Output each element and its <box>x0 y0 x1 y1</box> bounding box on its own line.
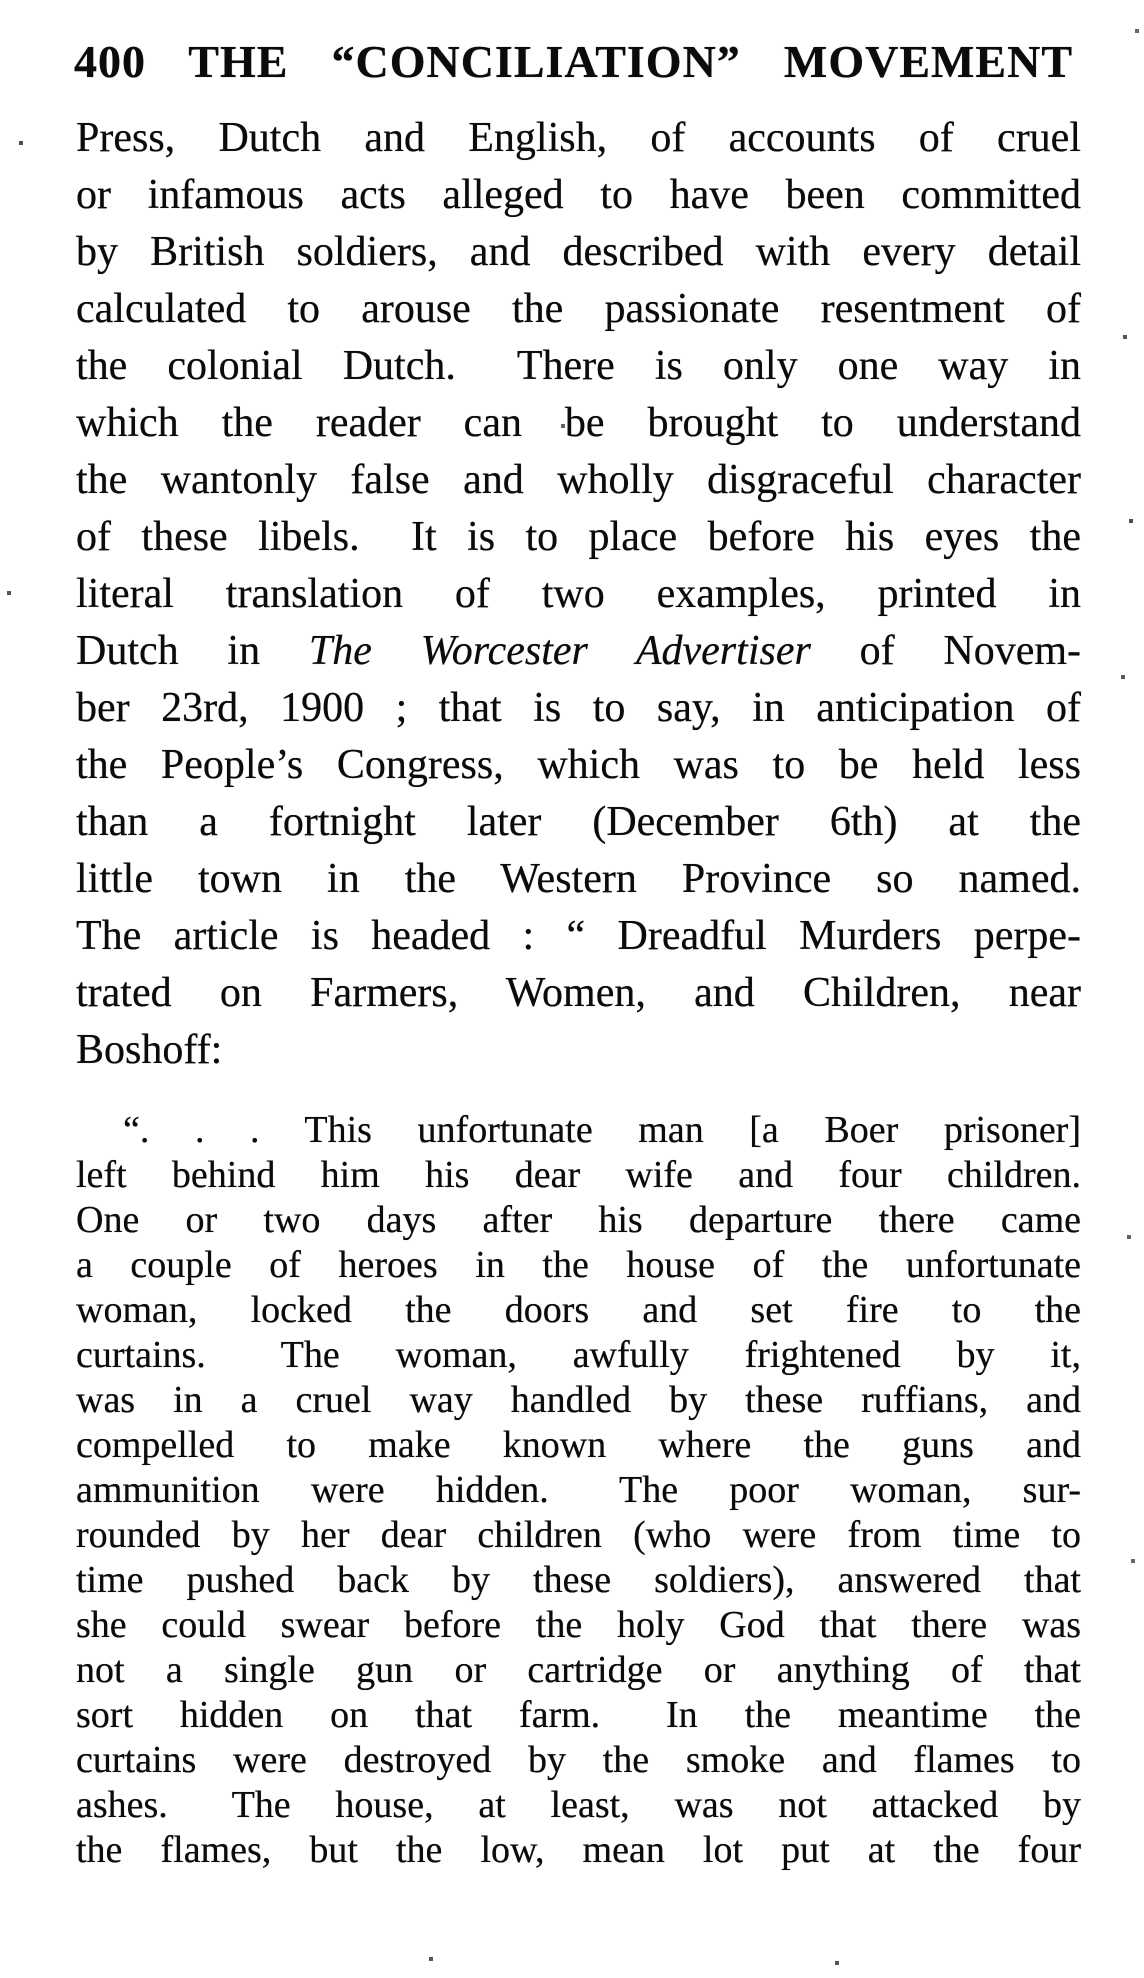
text-line <box>76 1153 1081 1198</box>
text-segment: Boshoff: <box>76 1027 223 1073</box>
text-line <box>76 1558 1081 1603</box>
text-line <box>76 1648 1081 1693</box>
text-line <box>76 794 1081 851</box>
text-segment: or infamous acts alleged to have been committed <box>76 172 1081 218</box>
text-segment: ber 23rd, 1900 ; that is to say, in anticipation of <box>76 685 1081 731</box>
text-line <box>76 908 1081 965</box>
text-line <box>76 1603 1081 1648</box>
text-segment: woman, locked the doors and set fire to the <box>76 1289 1081 1331</box>
text-segment: One or two days after his departure there came <box>76 1199 1081 1241</box>
text-segment: left behind him his dear wife and four children. <box>76 1154 1081 1196</box>
text-line <box>76 566 1081 623</box>
text-line <box>76 1108 1081 1153</box>
text-line <box>76 737 1081 794</box>
text-line <box>76 452 1081 509</box>
text-line <box>76 965 1081 1022</box>
text-segment: literal translation of two examples, printed in <box>76 571 1081 617</box>
text-line <box>76 167 1081 224</box>
text-segment: time pushed back by these soldiers), answered that <box>76 1559 1081 1601</box>
text-line <box>76 281 1081 338</box>
text-segment: compelled to make known where the guns and <box>76 1424 1081 1466</box>
text-line <box>76 623 1081 680</box>
text-line <box>76 509 1081 566</box>
text-segment: which the reader can be brought to understand <box>76 400 1081 446</box>
text-segment: Press, Dutch and English, of accounts of cruel <box>76 115 1081 161</box>
text-segment: curtains. The woman, awfully frightened by it, <box>76 1334 1081 1376</box>
text-line <box>76 338 1081 395</box>
block-quote <box>76 1108 1081 1873</box>
text-line <box>76 110 1081 167</box>
text-segment: the flames, but the low, mean lot put at the four <box>76 1829 1081 1871</box>
text-segment: trated on Farmers, Women, and Children, near <box>76 970 1081 1016</box>
text-segment: curtains were destroyed by the smoke and flames to <box>76 1739 1081 1781</box>
text-line <box>76 851 1081 908</box>
text-segment: ashes. The house, at least, was not attacked by <box>76 1784 1081 1826</box>
text-segment: Dutch in <box>76 628 309 674</box>
text-line <box>76 1693 1081 1738</box>
text-segment: the wantonly false and wholly disgraceful character <box>76 457 1081 503</box>
text-segment: than a fortnight later (December 6th) at the <box>76 799 1081 845</box>
running-header <box>74 34 1073 90</box>
text-segment: the People’s Congress, which was to be held less <box>76 742 1081 788</box>
text-segment: ammunition were hidden. The poor woman, sur- <box>76 1469 1081 1511</box>
text-line <box>76 1468 1081 1513</box>
text-segment: she could swear before the holy God that there was <box>76 1604 1081 1646</box>
text-segment: was in a cruel way handled by these ruffians, and <box>76 1379 1081 1421</box>
text-line <box>76 395 1081 452</box>
text-line <box>76 1022 1081 1079</box>
page-number: 400 <box>74 36 146 87</box>
text-segment: rounded by her dear children (who were from time to <box>76 1514 1081 1556</box>
text-line <box>76 1288 1081 1333</box>
text-segment: by British soldiers, and described with every detail <box>76 229 1081 275</box>
text-line <box>76 1243 1081 1288</box>
page-title: THE “CONCILIATION” MOVEMENT <box>188 36 1073 87</box>
scan-noise <box>0 0 2 2</box>
text-line <box>76 1783 1081 1828</box>
body-paragraph <box>76 110 1081 1079</box>
text-line <box>76 1378 1081 1423</box>
text-segment: calculated to arouse the passionate resentment of <box>76 286 1081 332</box>
text-segment: of these libels. It is to place before his eyes the <box>76 514 1081 560</box>
text-segment: The article is headed : “ Dreadful Murders perpe- <box>76 913 1081 959</box>
text-segment: sort hidden on that farm. In the meantime the <box>76 1694 1081 1736</box>
text-line <box>76 1513 1081 1558</box>
italic-text: The Worcester Advertiser <box>308 628 811 674</box>
text-line <box>76 224 1081 281</box>
text-line <box>76 1423 1081 1468</box>
text-segment: “. . . This unfortunate man [a Boer prisoner] <box>123 1109 1081 1151</box>
text-segment: not a single gun or cartridge or anything of that <box>76 1649 1081 1691</box>
text-segment: the colonial Dutch. There is only one way in <box>76 343 1081 389</box>
text-line <box>76 1828 1081 1873</box>
text-line <box>76 1333 1081 1378</box>
text-line <box>76 680 1081 737</box>
text-segment: of Novem- <box>810 628 1081 674</box>
text-line <box>76 1738 1081 1783</box>
text-segment: a couple of heroes in the house of the unfortunate <box>76 1244 1081 1286</box>
text-segment: little town in the Western Province so named. <box>76 856 1081 902</box>
text-line <box>76 1198 1081 1243</box>
